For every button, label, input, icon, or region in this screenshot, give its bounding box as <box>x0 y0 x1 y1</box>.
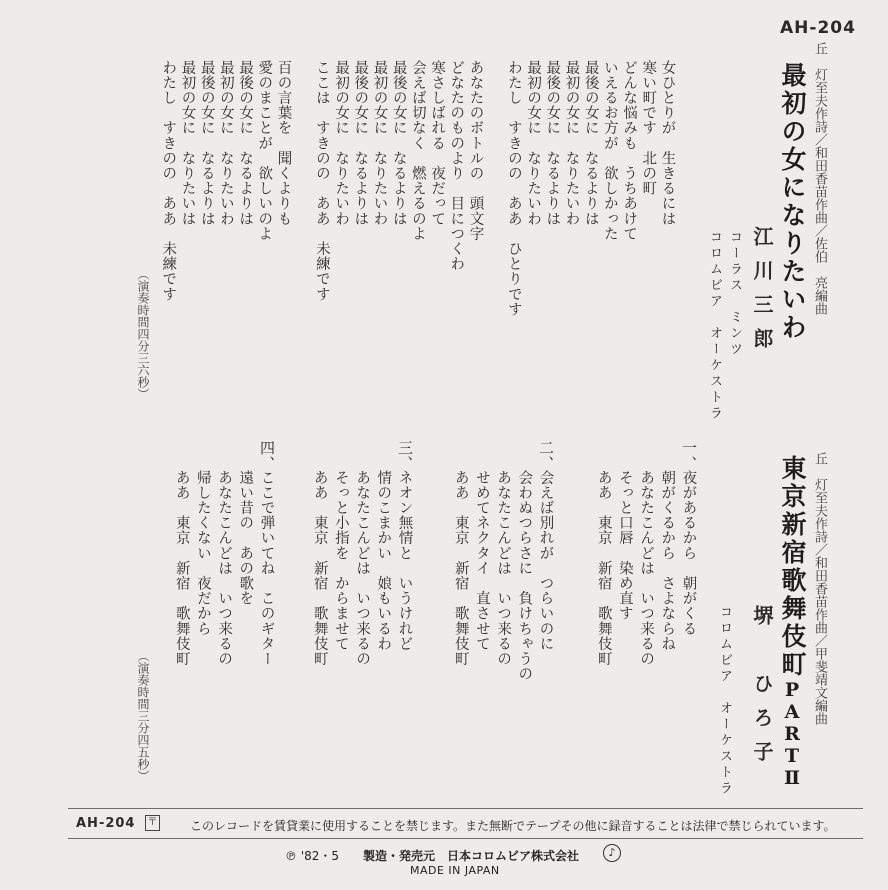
song-a-lyric-line: 最後の女に なるよりは <box>582 60 599 227</box>
song-b-lyric-line: ネオン無情と いうけれど <box>396 470 413 652</box>
song-b-lyric-line: あなたこんどは いつ来るの <box>638 470 655 667</box>
song-a-lyric-line: 最後の女に なるよりは <box>352 60 369 227</box>
song-a-lyric-line: 最初の女に なりたいわ <box>333 60 350 227</box>
song-b-verse-number: 四、 <box>258 440 276 472</box>
song-b-lyric-line: あなたこんどは いつ来るの <box>354 470 371 667</box>
song-b-lyric-line: 帰したくない 夜だから <box>194 470 211 637</box>
song-b-lyric-line: 会わぬつらさに 負けちゃうの <box>516 470 533 682</box>
columbia-logo-icon: ♪ <box>603 844 621 862</box>
song-a-lyric-line: 寒さしばれる 夜だって <box>429 60 446 227</box>
song-b-lyric-line: そっと口唇 染め直す <box>616 470 633 621</box>
song-a-lyric-line: 百の言葉を 聞くよりも <box>275 60 292 227</box>
song-a-lyric-line: 最後の女に なるよりは <box>390 60 407 227</box>
song-a-lyric-line: 最後の女に なるよりは <box>237 60 254 227</box>
song-b-lyric-line: 会えば別れが つらいのに <box>537 470 554 652</box>
song-a-lyric-line: わたし すきのの ああ 未練です <box>160 60 177 302</box>
song-a-lyric-line: どなたのものより 目につくわ <box>448 60 465 272</box>
footer-catalog-number: AH-204 <box>76 816 136 831</box>
song-b-credits: 丘 灯至夫作詩／和田香苗作曲／甲斐靖文編曲 <box>812 452 827 725</box>
song-b-lyric-line: 情のこまかい 娘もいるわ <box>375 470 392 652</box>
song-b-lyric-line: 朝がくるから さよならね <box>659 470 676 652</box>
song-b-title-main: 東京新宿歌舞伎町 <box>778 455 807 679</box>
song-b-title <box>780 455 805 789</box>
song-b-lyric-line: 遠い昔の あの歌を <box>237 470 254 606</box>
song-b-lyric-line: ああ 東京 新宿 歌舞伎町 <box>595 470 612 667</box>
song-a-lyric-line: 最初の女に なりたいわ <box>217 60 234 227</box>
song-a-time: （演奏時間四分三六秒） <box>136 268 150 400</box>
song-a-lyric-line: どんな悩みも うちあけて <box>621 60 638 242</box>
song-b-lyric-line: そっと小指を からませて <box>332 470 349 652</box>
song-b-artist: 堺 ひろ子 <box>750 605 774 775</box>
song-b-lyric-line: ああ 東京 新宿 歌舞伎町 <box>452 470 469 667</box>
song-a-lyric-line: 最後の女に なるよりは <box>544 60 561 227</box>
song-b-lyric-line: ああ 東京 新宿 歌舞伎町 <box>173 470 190 667</box>
song-b-lyric-line: 夜があるから 朝がくる <box>680 470 697 637</box>
footer-rule-top <box>68 808 863 809</box>
song-b-title-part: PARTⅡ <box>781 679 803 789</box>
song-a-credits: 丘 灯至夫作詩／和田香苗作曲／佐伯 亮編曲 <box>812 42 827 315</box>
song-a-lyric-line: ここは すきのの ああ 未練です <box>313 60 330 302</box>
song-b-orchestra: コロムビア オーケストラ <box>717 605 732 797</box>
footer-date: ℗ '82・5 <box>285 849 340 863</box>
song-b-time: （演奏時間三分四五秒） <box>136 650 150 782</box>
song-a-lyric-line: 最後の女に なるよりは <box>198 60 215 227</box>
song-a-title: 最初の女になりたいわ <box>778 62 807 342</box>
song-a-lyric-line: 最初の女に なりたいわ <box>371 60 388 227</box>
song-a-lyric-line: 女ひとりが 生きるには <box>659 60 676 227</box>
song-a-lyric-line: いえるお方が 欲しかった <box>601 60 618 242</box>
song-b-verse-number: 三、 <box>396 440 414 472</box>
footer-box-mark: 〒 <box>145 815 160 831</box>
footer-rule-bottom <box>68 838 863 839</box>
song-a-lyric-line: 最初の女に なりたいは <box>179 60 196 227</box>
song-a-lyric-line: 最初の女に なりたいわ <box>525 60 542 227</box>
footer-made-in: MADE IN JAPAN <box>410 864 500 877</box>
song-b-lyric-line: ああ 東京 新宿 歌舞伎町 <box>311 470 328 667</box>
catalog-number: AH-204 <box>780 18 856 38</box>
song-a-lyric-line: わたし すきのの ああ ひとりです <box>505 60 522 317</box>
song-b-verse-number: 一、 <box>680 440 698 472</box>
footer-publisher: 製造・発売元 日本コロムビア株式会社 <box>363 849 580 863</box>
song-a-lyric-line: 愛のまことが 欲しいのよ <box>256 60 273 242</box>
song-a-lyric-line: 寒い町です 北の町 <box>640 60 657 196</box>
song-a-orchestra: コロムビア オーケストラ <box>707 230 722 422</box>
song-a-lyric-line: 会えば切なく 燃えるのよ <box>409 60 426 242</box>
song-b-lyric-line: せめてネクタイ 直させて <box>473 470 490 652</box>
footer-notice: このレコードを賃貸業に使用することを禁じます。また無断でテープその他に録音することは法律で禁じられています。 <box>190 819 836 833</box>
song-b-lyric-line: あなたこんどは いつ来るの <box>216 470 233 667</box>
song-a-lyric-line: 最初の女に なりたいわ <box>563 60 580 227</box>
song-a-chorus: コーラス ミンツ <box>727 230 742 358</box>
song-b-lyric-line: ここで弾いてね このギター <box>258 470 275 667</box>
song-a-artist: 江川三郎 <box>750 226 774 362</box>
song-b-lyric-line: あなたこんどは いつ来るの <box>495 470 512 667</box>
song-b-verse-number: 二、 <box>537 440 555 472</box>
song-a-lyric-line: あなたのボトルの 頭文字 <box>467 60 484 242</box>
